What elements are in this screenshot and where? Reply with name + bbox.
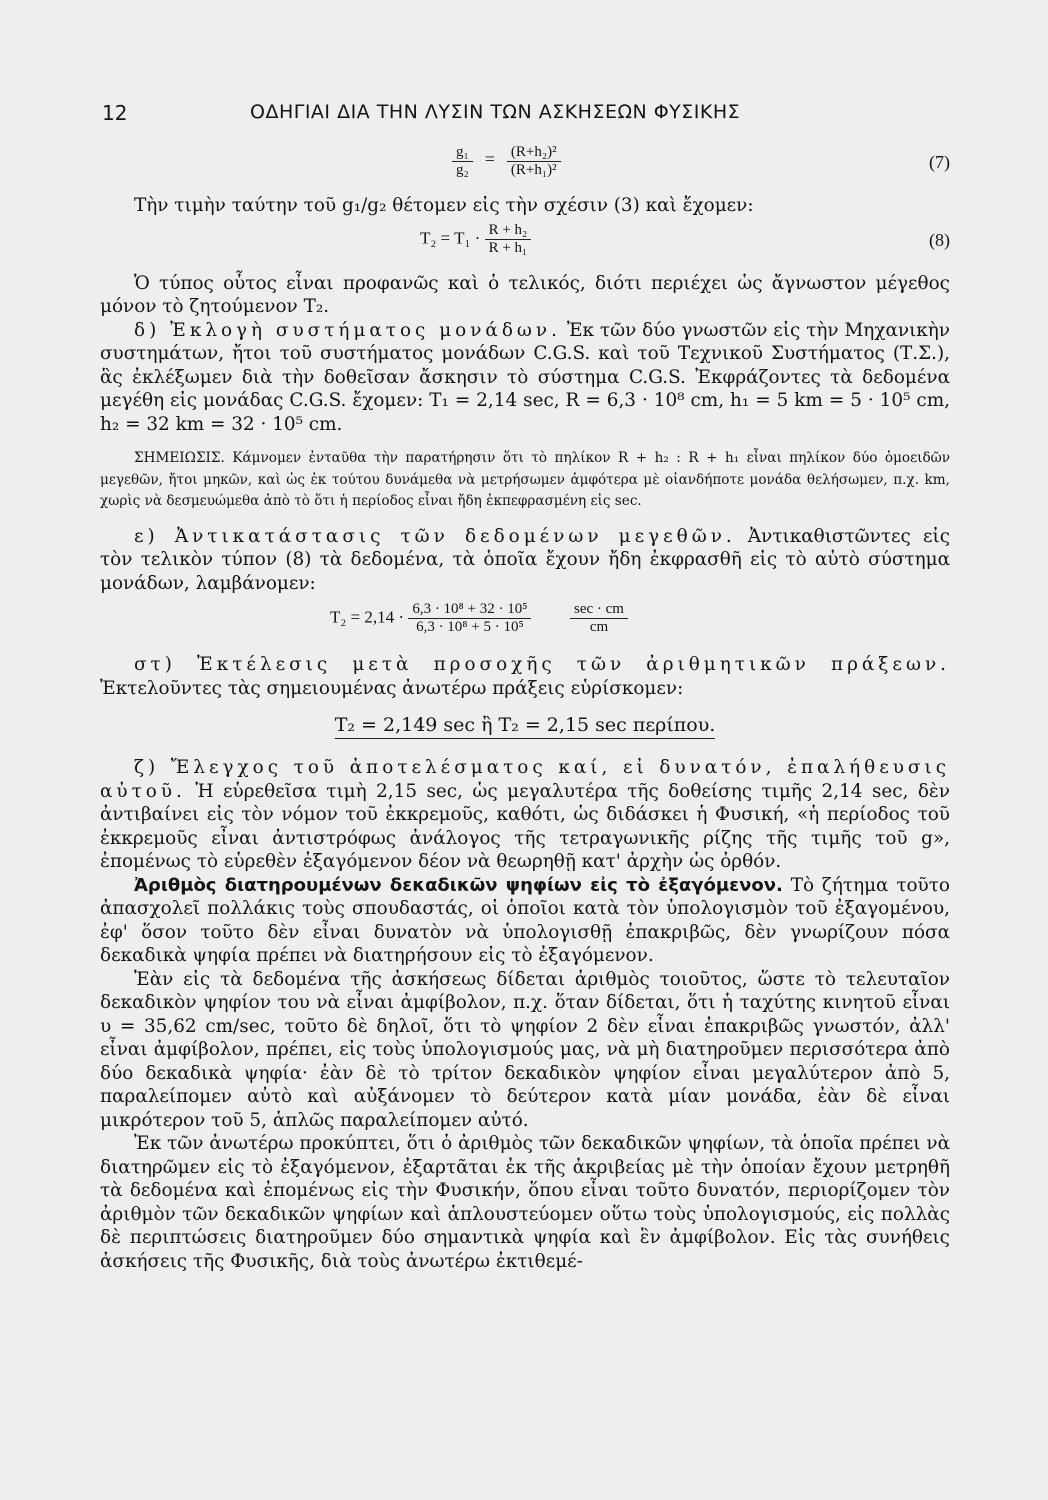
section-d-heading: δ) Ἐκλογὴ συστήματος μονάδων. [134, 319, 561, 341]
paragraph-formula-final: Ὁ τύπος οὗτος εἶναι προφανῶς καὶ ὁ τελικός, διότι περιέχει ὡς ἄγνωστον μέγεθος μόνον τὸ ζητούμενον T₂. [100, 272, 950, 317]
page-content [100, 140, 950, 1273]
eq7-label: (7) [929, 152, 950, 172]
eq7-rhs-num: (R+h₂)² [507, 144, 561, 162]
eq7-lhs-den: g₂ [456, 162, 469, 178]
page-number: 12 [102, 101, 128, 125]
eq8-lhs: T₂ = T₁ · [420, 227, 481, 247]
paragraph-decimals [100, 874, 950, 968]
page-header [90, 101, 958, 129]
section-d-body: Ἐκ τῶν δύο γνωστῶν εἰς τὴν Μηχανικὴν συστημάτων, ἤτοι τοῦ συστήματος μονάδων C.G.S. καὶ τοῦ Τεχνικοῦ Συστήματος (Τ.Σ.), ἃς ἐκλέξωμεν διὰ τὴν δοθεῖσαν ἄσκησιν τὸ σύστημα C.G.S. Ἐκφράζοντες τὰ δεδομένα μεγέθη εἰς μονάδας C.G.S. ἔχομεν: T₁ = 2,14 sec, R = 6,3 · 10⁸ cm, h₁ = 5 km = 5 · 10⁵ cm, h₂ = 32 km = 32 · 10⁵ cm. [100, 319, 950, 435]
running-title: ΟΔΗΓΙΑΙ ΔΙΑ ΤΗΝ ΛΥΣΙΝ ΤΩΝ ΑΣΚΗΣΕΩΝ ΦΥΣΙΚΗΣ [250, 101, 741, 123]
paragraph-calculation [100, 653, 950, 700]
section-z-body: Ἡ εὑρεθεῖσα τιμὴ 2,15 sec, ὡς μεγαλυτέρα τῆς δοθείσης τιμῆς 2,14 sec, δὲν ἀντιβαίνει εἰς τὸν νόμον τοῦ ἐκκρεμοῦς, καθότι, ὡς διδάσκει ἡ Φυσική, «ἡ περίοδος τοῦ ἐκκρεμοῦς εἶναι ἀντιστρόφως ἀνάλογος τῆς τετραγωνικῆς ρίζης τῆς τιμῆς τοῦ g», ἐπομένως τὸ εὑρεθὲν ἐξαγόμενον δέον νὰ θεωρηθῇ κατ' ἀρχὴν ὡς ὀρθόν. [100, 780, 950, 872]
eq8-den: R + h₁ [488, 239, 528, 256]
eq8-num: R + h₂ [485, 222, 532, 240]
equation-8 [100, 218, 950, 272]
equation-7: $\frac{\text{g₁}}{\text{g₂}}$ = $\frac{\text{(R+h₂)²}}{\text{(R+h₁)²}}$ (7) [100, 140, 950, 194]
eq8-label: (8) [929, 229, 950, 250]
result-value: T₂ = 2,149 sec ἢ T₂ = 2,15 sec περίπου. [335, 714, 716, 739]
eq9-lhs: T₂ = 2,14 · [330, 607, 405, 627]
paragraph-verification [100, 756, 950, 874]
paragraph-substitution [100, 525, 950, 596]
eq7-rhs-den: (R+h₁)² [510, 162, 557, 178]
eq9-den: 6,3 · 10⁸ + 5 · 10⁵ [416, 619, 524, 635]
paragraph-example: Ἐὰν εἰς τὰ δεδομένα τῆς ἀσκήσεως δίδεται ἀριθμὸς τοιοῦτος, ὥστε τὸ τελευταῖον δεκαδικὸν ψηφίον του νὰ εἶναι ἀμφίβολον, π.χ. ὅταν δίδεται, ὅτι ἡ ταχύτης κινητοῦ εἶναι υ = 35,62 cm/sec, τοῦτο δὲ δηλοῖ, ὅτι τὸ ψηφίον 2 δὲν εἶναι ἐπακριβῶς γνωστόν, ἀλλ' εἶναι ἀμφίβολον, πρέπει, εἰς τοὺς ὑπολογισμούς μας, νὰ μὴ διατηροῦμεν περισσότερα ἀπὸ δύο δεκαδικὰ ψηφία· ἐὰν δὲ τὸ τρίτον δεκαδικὸν ψηφίον εἶναι μεγαλύτερον ἀπὸ 5, παραλείπομεν αὐτὸ καὶ αὐξάνομεν τὸ δεύτερον κατὰ μίαν μονάδα, ἐὰν δὲ εἶναι μικρότερον τοῦ 5, ἁπλῶς παραλείπομεν αὐτό. [100, 968, 950, 1131]
result [100, 714, 950, 736]
eq9-num: 6,3 · 10⁸ + 32 · 10⁵ [408, 601, 531, 619]
eq7-lhs-num: g₁ [452, 144, 473, 162]
eq9-unit-num: sec · cm [570, 601, 628, 619]
paragraph-conclusion: Ἐκ τῶν ἀνωτέρω προκύπτει, ὅτι ὁ ἀριθμὸς τῶν δεκαδικῶν ψηφίων, τὰ ὁποῖα πρέπει νὰ διατηρῶμεν εἰς τὸ ἐξαγόμενον, ἐξαρτᾶται ἐκ τῆς ἀκριβείας μὲ τὴν ὁποίαν ἔχουν μετρηθῆ τὰ δεδομένα καὶ ἐπομένως εἰς τὴν Φυσικήν, ὅπου εἶναι τοῦτο δυνατόν, περιορίζομεν τὸν ἀριθμὸν τῶν δεκαδικῶν ψηφίων καὶ ἁπλουστεύομεν οὕτω τοὺς ὑπολογισμούς, εἰς πολλὰς δὲ περιπτώσεις διατηροῦμεν δύο σημαντικὰ ψηφία καὶ ἓν ἀμφίβολον. Εἰς τὰς συνήθεις ἀσκήσεις τῆς Φυσικῆς, διὰ τοὺς ἀνωτέρω ἐκτιθεμέ- [100, 1133, 950, 1272]
section-e-body: Ἀντικαθιστῶντες εἰς τὸν τελικὸν τύπον (8) τὰ δεδομένα, τὰ ὁποῖα ἔχουν ἤδη ἐκφρασθῆ εἰς τὸ αὐτὸ σύστημα μονάδων, λαμβάνομεν: [100, 525, 950, 594]
equation-substituted [100, 595, 950, 653]
eq9-unit-den: cm [589, 619, 609, 635]
decimals-body: Τὸ ζήτημα τοῦτο ἀπασχολεῖ πολλάκις τοὺς σπουδαστάς, οἱ ὁποῖοι κατὰ τὸν ὑπολογισμὸν τοῦ ἐξαγομένου, ἐφ' ὅσον τοῦτο δὲν εἶναι δυνατὸν νὰ ὑπολογισθῇ ἐπακριβῶς, δὲν γνωρίζουν πόσα δεκαδικὰ ψηφία πρέπει νὰ διατηρήσουν εἰς τὸ ἐξαγόμενον. [100, 874, 950, 966]
paragraph-units [100, 319, 950, 437]
decimals-heading: Ἀριθμὸς διατηρουμένων δεκαδικῶν ψηφίων εἰς τὸ ἐξαγόμενον. [134, 874, 783, 896]
section-st-heading: στ) Ἐκτέλεσις μετὰ προσοχῆς τῶν ἀριθμητικῶν πράξεων. [134, 654, 950, 675]
note: ΣΗΜΕΙΩΣΙΣ. Κάμνομεν ἐνταῦθα τὴν παρατήρησιν ὅτι τὸ πηλίκον R + h₂ : R + h₁ εἶναι πηλίκον δύο ὁμοειδῶν μεγεθῶν, ἤτοι μηκῶν, καὶ ὡς ἐκ τούτου δυνάμεθα νὰ μετρήσωμεν ἀμφότερα μὲ οἱανδήποτε μονάδα θελήσωμεν, π.χ. km, χωρὶς νὰ δεσμευώμεθα ἀπὸ τὸ ὅτι ἡ περίοδος εἶναι ἤδη ἐκπεφρασμένη εἰς sec. [100, 450, 950, 509]
paragraph-intro: Τὴν τιμὴν ταύτην τοῦ g₁/g₂ θέτομεν εἰς τὴν σχέσιν (3) καὶ ἔχομεν: [134, 195, 754, 216]
section-e-heading: ε) Ἀντικατάστασις τῶν δεδομένων μεγεθῶν. [134, 525, 736, 547]
section-st-body: Ἐκτελοῦντες τὰς σημειουμένας ἀνωτέρω πράξεις εὑρίσκομεν: [100, 677, 684, 699]
section-z-heading: ζ) Ἔλεγχος τοῦ ἀποτελέσματος καί, εἰ δυνατόν, ἐπαλήθευσις αὐτοῦ. [100, 757, 950, 802]
